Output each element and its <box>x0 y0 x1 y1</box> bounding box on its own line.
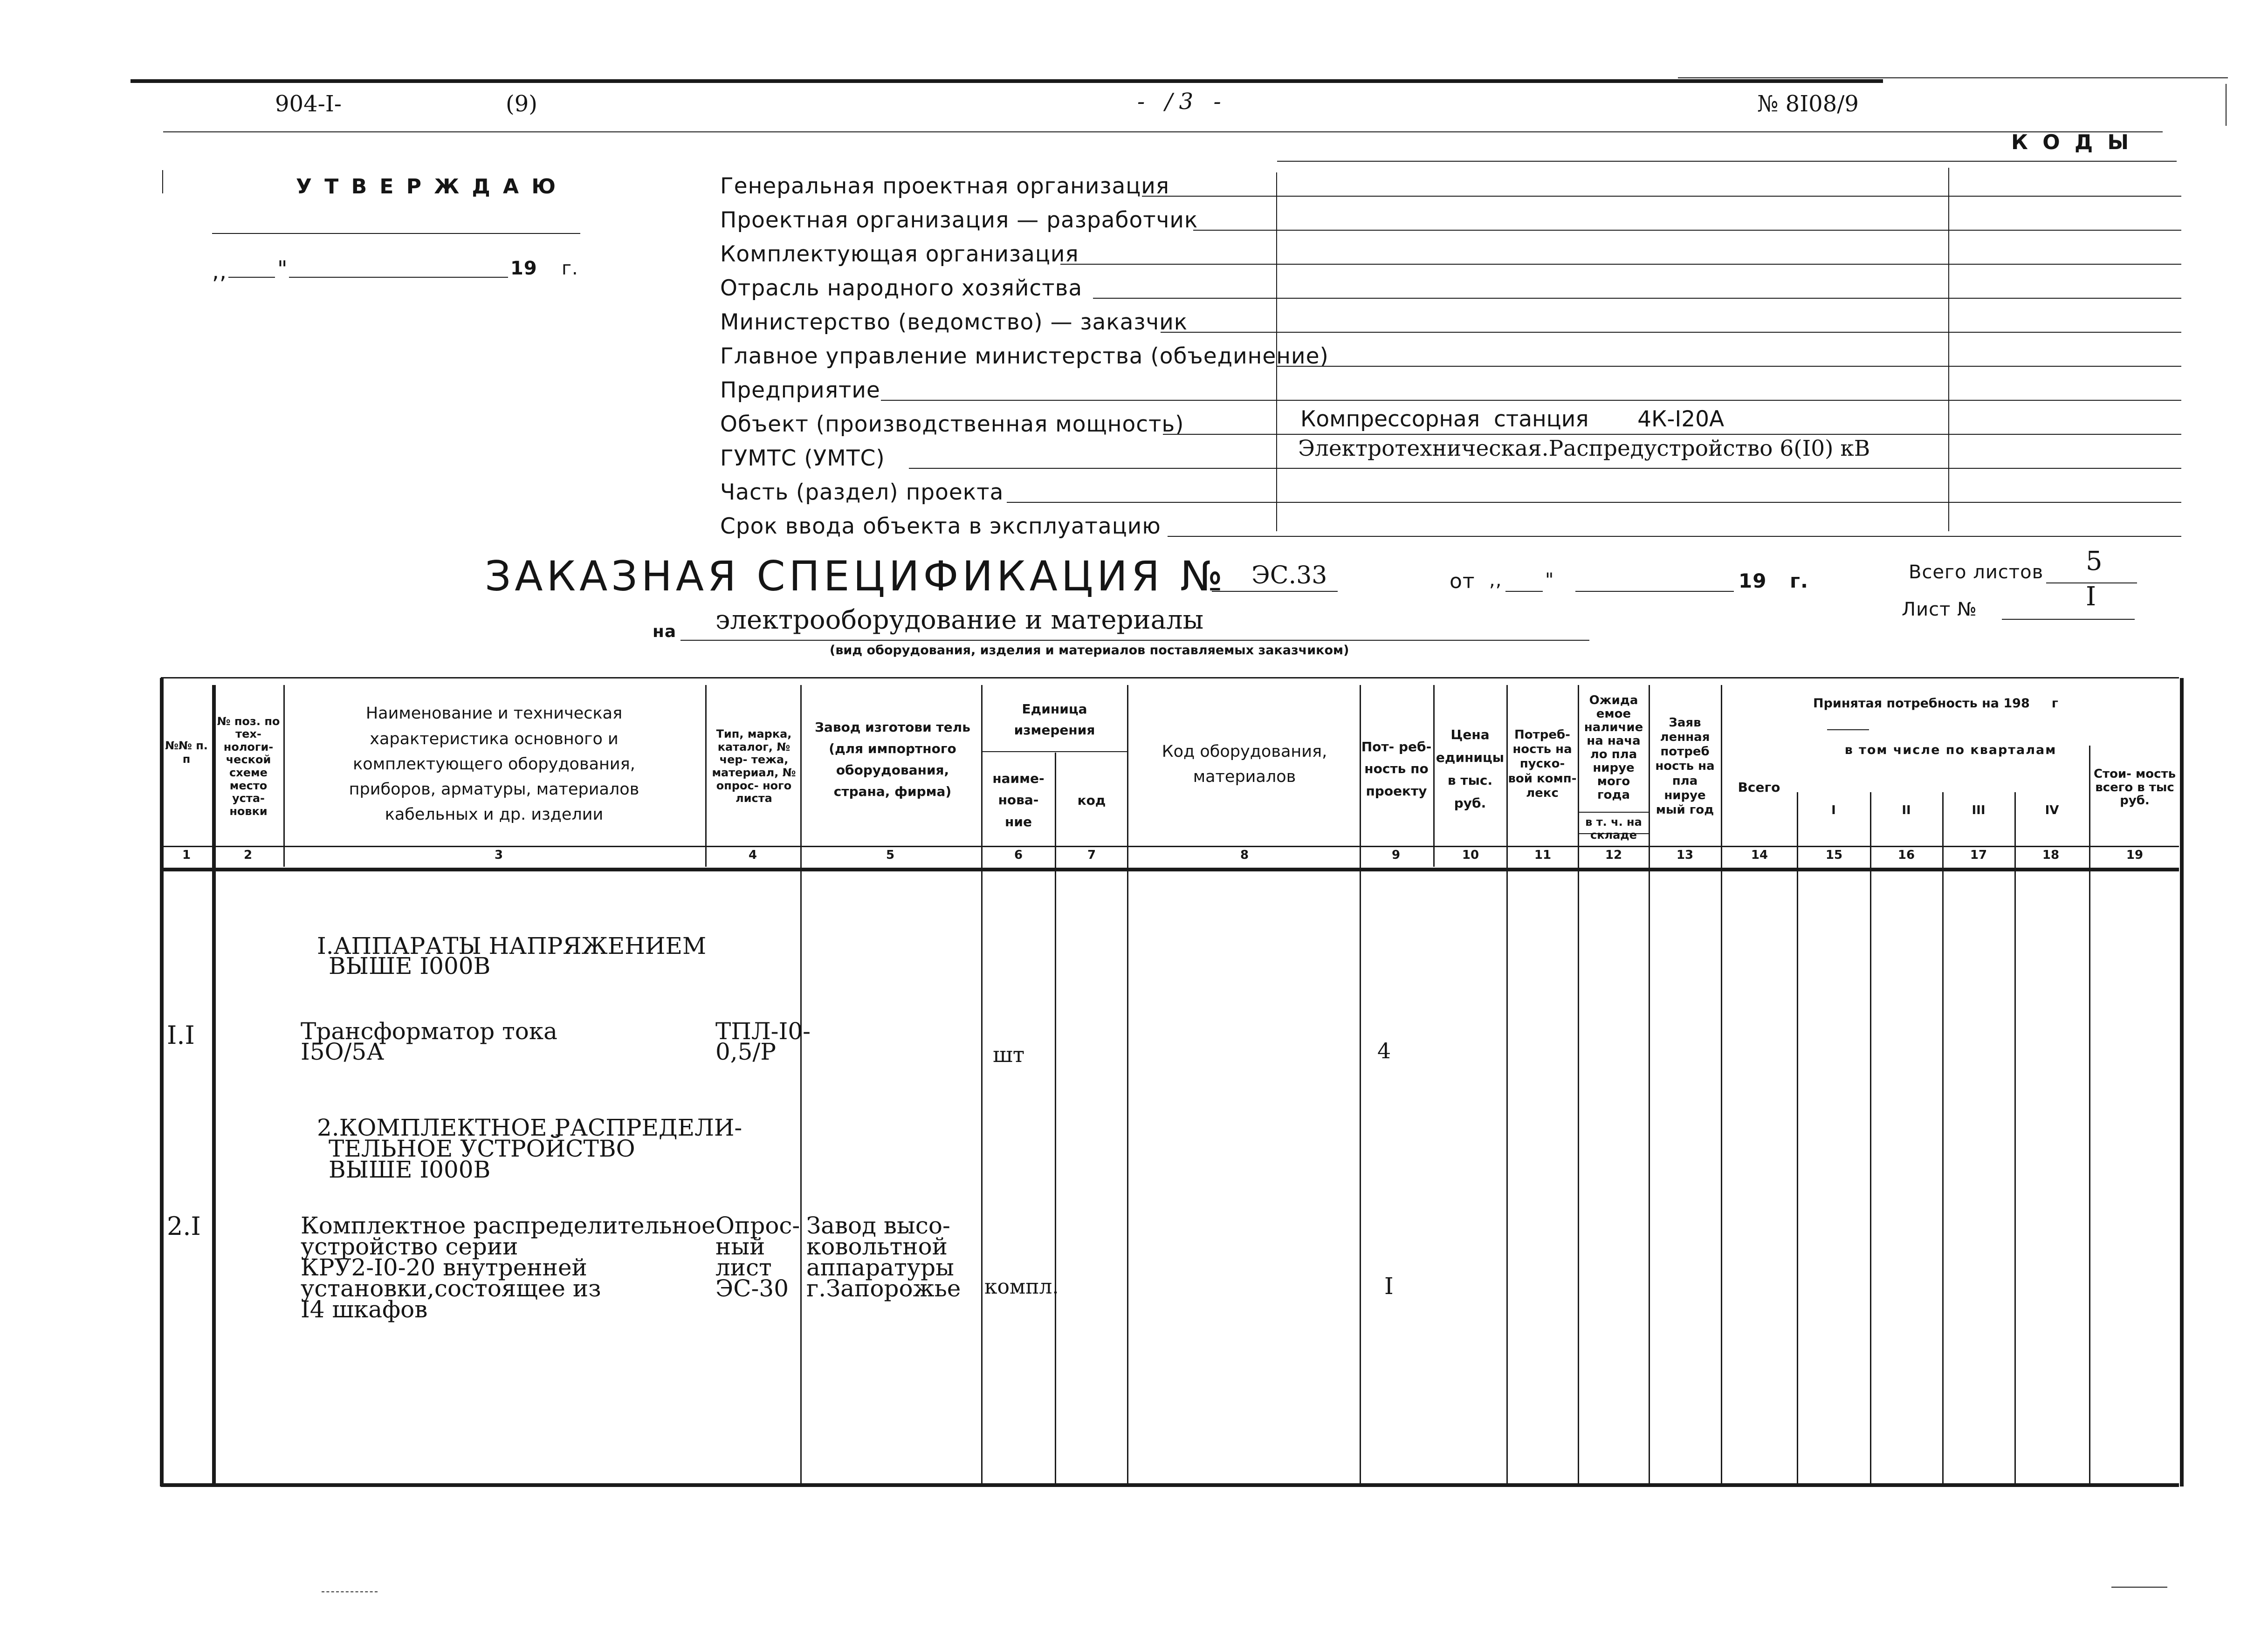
spec-subject-caption: (вид оборудования, изделия и материалов поставляемых заказчиком) <box>830 643 1349 658</box>
table-colnum-bottom <box>161 868 2179 871</box>
approve-date-open-quote: ,, <box>212 259 227 284</box>
item-type-line: 0,5/Р <box>715 1038 777 1065</box>
field-underline <box>1060 264 2181 265</box>
section-heading-line: ВЫШЕ I000В <box>329 1156 491 1183</box>
item-type-line: ЭС-30 <box>715 1275 789 1302</box>
org-field-label: Комплектующая организация <box>720 241 1079 267</box>
field-underline <box>1142 196 2181 197</box>
item-maker-line: ковольтной <box>806 1233 948 1260</box>
col-sep-15-16 <box>1870 792 1871 1484</box>
row-number: I.I <box>167 1021 195 1050</box>
project-part: (9) <box>506 91 537 117</box>
right-edge-mark <box>2226 84 2227 126</box>
header-col9: Пот- реб- ность по проекту <box>1361 739 1432 799</box>
spec-quote-close: " <box>1545 569 1554 591</box>
approve-year-suffix: г. <box>562 258 578 279</box>
total-sheets-value: 5 <box>2086 546 2103 576</box>
header-col4: Тип, марка, каталог, № чер- тежа, материал, № опрос- ного листа <box>712 727 796 805</box>
column-number: 7 <box>1087 848 1096 862</box>
sheet-number-label: Лист № <box>1902 599 1977 620</box>
org-field-label: ГУМТС (УМТС) <box>720 445 885 471</box>
approve-month-line <box>289 277 508 278</box>
field-underline <box>1093 298 2181 299</box>
header-col3: Наименование и техническая характеристика основного и комплектующего оборудования, приборов, арматуры, материалов кабельных и др. изделии <box>349 704 639 824</box>
item-type-line: ный <box>715 1233 765 1260</box>
header-col14: Всего <box>1738 780 1780 795</box>
org-field-value: Электротехническая.Распредустройство 6(I0) кВ <box>1298 436 1870 461</box>
column-number: 8 <box>1240 848 1249 862</box>
spec-number: ЭС.33 <box>1251 562 1327 589</box>
org-field-label: Генеральная проектная организация <box>720 173 1170 199</box>
table-left-border <box>160 678 164 1487</box>
field-underline <box>881 400 2181 401</box>
field-underline <box>1277 366 2181 367</box>
col-sep-14-15 <box>1797 792 1798 1484</box>
header-col16: II <box>1902 803 1911 818</box>
codes-title: К О Д Ы <box>2011 130 2133 154</box>
header-accepted-group: Принятая потребность на 198 г <box>1813 696 2058 711</box>
org-field-value: Компрессорная станция 4К-I20А <box>1300 406 1725 432</box>
col-sep-5-6 <box>981 685 983 1484</box>
column-number: 12 <box>1605 848 1622 862</box>
column-number: 14 <box>1751 848 1768 862</box>
spec-year: 19 <box>1739 569 1767 592</box>
left-border-mark <box>162 170 163 193</box>
table-header-bottom <box>161 846 2179 847</box>
column-number: 3 <box>494 848 503 862</box>
org-field-label: Проектная организация — разработчик <box>720 207 1198 233</box>
org-field-label: Главное управление министерства (объединение) <box>720 343 1329 369</box>
field-underline <box>1161 332 2181 333</box>
col-sep-4-5 <box>800 685 802 1484</box>
spec-subject-underline <box>680 640 1589 641</box>
spec-subject: электрооборудование и материалы <box>715 605 1204 635</box>
header-quarters-group: в том числе по кварталам <box>1844 742 2057 757</box>
item-quantity: I <box>1384 1273 1394 1300</box>
header-col18: IV <box>2045 803 2059 818</box>
total-sheets-label: Всего листов <box>1909 562 2044 583</box>
section-heading-line: I.АППАРАТЫ НАПРЯЖЕНИЕМ <box>317 932 707 959</box>
field-underline <box>1168 536 2181 537</box>
col-sep-13-14 <box>1721 685 1722 1484</box>
accepted-group-underline <box>1827 729 1869 730</box>
document-number: № 8I08/9 <box>1757 91 1859 117</box>
section-heading-line: 2.КОМПЛЕКТНОЕ РАСПРЕДЕЛИ- <box>317 1114 742 1141</box>
column-number: 16 <box>1897 848 1915 862</box>
item-maker-line: Завод высо- <box>806 1212 950 1239</box>
section-heading-line: ТЕЛЬНОЕ УСТРОЙСТВО <box>329 1135 635 1162</box>
col-sep-7-8 <box>1127 685 1128 1484</box>
col-sep-16-17 <box>1942 792 1944 1484</box>
spec-title: ЗАКАЗНАЯ СПЕЦИФИКАЦИЯ № <box>485 552 1227 600</box>
spec-year-suffix: г. <box>1790 569 1808 592</box>
codes-column-left <box>1948 168 1949 531</box>
approve-title: У Т В Е Р Ж Д А Ю <box>296 175 559 199</box>
column-number: 18 <box>2042 848 2060 862</box>
col-sep-6-7 <box>1055 753 1056 1484</box>
project-code: 904-I- <box>275 91 342 117</box>
header-col5: Завод изготови тель (для импортного оборудования, страна, фирма) <box>815 719 970 800</box>
field-underline <box>909 468 2181 469</box>
column-number: 17 <box>1970 848 1987 862</box>
header-col11: Потреб- ность на пуско- вой комп- лекс <box>1508 728 1577 800</box>
spec-month-line <box>1575 591 1734 592</box>
item-maker-line: г.Запорожье <box>806 1275 961 1302</box>
header-col17: III <box>1972 803 1986 818</box>
codes-title-underline <box>1277 161 2177 162</box>
column-number: 2 <box>243 848 253 862</box>
column-number: 10 <box>1462 848 1479 862</box>
org-field-label: Предприятие <box>720 377 880 403</box>
header-col12: Ожида емое наличие на нача ло пла нируе мого года <box>1584 693 1643 802</box>
header-col19: Стои- мость всего в тыс руб. <box>2093 767 2176 808</box>
org-field-label: Объект (производственная мощность) <box>720 411 1184 437</box>
column-number: 11 <box>1534 848 1552 862</box>
col-sep-2-3 <box>283 685 285 867</box>
item-name-line: I5О/5А <box>301 1038 385 1065</box>
field-underline <box>1007 502 2181 503</box>
item-name-line: I4 шкафов <box>301 1296 428 1323</box>
approve-day-line <box>228 277 275 278</box>
table-bottom-border <box>161 1483 2179 1487</box>
org-field-label: Министерство (ведомство) — заказчик <box>720 309 1188 335</box>
col-sep-3-4 <box>705 685 707 867</box>
item-name-line: КРУ2-I0-20 внутренней <box>301 1254 587 1281</box>
org-field-label: Отрасль народного хозяйства <box>720 275 1083 301</box>
item-type-line: лист <box>715 1254 772 1281</box>
top-border-line <box>131 79 1883 83</box>
header-col13: Заяв ленная потреб ность на пла нируе мый год <box>1655 715 1715 817</box>
approve-year-prefix: 19 <box>510 258 537 279</box>
sheet-number-underline <box>2002 619 2135 620</box>
header-col10: Цена единицы в тыс. руб. <box>1436 727 1505 811</box>
header-col8: Код оборудования, материалов <box>1161 742 1327 786</box>
column-number: 15 <box>1825 848 1843 862</box>
header-unit-group: Единица измерения <box>1014 701 1095 738</box>
item-name-line: Комплектное распределительное <box>301 1212 715 1239</box>
field-underline <box>1163 434 2181 435</box>
approver-signature-line <box>212 233 580 234</box>
header-col12-sub: в т. ч. на складе <box>1585 815 1642 842</box>
spec-na-label: на <box>653 622 677 641</box>
column-number: 5 <box>886 848 895 862</box>
column-number: 1 <box>182 848 191 862</box>
item-maker-line: аппаратуры <box>806 1254 954 1281</box>
item-name-line: установки,состоящее из <box>301 1275 601 1302</box>
column-number: 13 <box>1676 848 1694 862</box>
header-col1: №№ п. п <box>165 739 208 766</box>
header-col7: код <box>1077 792 1106 808</box>
item-unit: шт <box>993 1042 1025 1067</box>
unit-group-underline <box>981 751 1127 752</box>
bottom-margin-mark-right <box>2111 1587 2167 1588</box>
item-name-line: Трансформатор тока <box>301 1018 557 1045</box>
sheet-number-value: I <box>2086 582 2096 612</box>
item-quantity: 4 <box>1377 1038 1391 1063</box>
column-number: 4 <box>748 848 757 862</box>
spec-day-line <box>1505 591 1543 592</box>
column-number: 9 <box>1391 848 1401 862</box>
header-col15: I <box>1831 803 1836 818</box>
col-sep-18-19 <box>2089 746 2090 1484</box>
table-right-border <box>2180 678 2184 1487</box>
header-col2: № поз. по тех- нологи- ческой схеме место уста- новки <box>217 714 280 818</box>
header-col6: наиме- нова- ние <box>992 771 1045 829</box>
page-number: - /3 - <box>1137 89 1228 115</box>
spec-quote-open: ,, <box>1489 569 1502 591</box>
col-sep-17-18 <box>2014 792 2016 1484</box>
org-field-label: Часть (раздел) проекта <box>720 480 1004 505</box>
item-unit: компл. <box>984 1275 1059 1299</box>
row-number: 2.I <box>167 1212 201 1241</box>
item-type-line: ТПЛ-I0- <box>715 1018 811 1045</box>
item-type-line: Опрос- <box>715 1212 800 1239</box>
top-border-line-right <box>1678 77 2228 78</box>
approve-date-close-quote: " <box>277 256 288 282</box>
bottom-margin-mark <box>322 1591 378 1592</box>
column-number: 6 <box>1014 848 1023 862</box>
table-top-border <box>161 677 2179 678</box>
item-name-line: устройство серии <box>301 1233 518 1260</box>
spec-number-underline <box>1212 591 1338 592</box>
section-heading-line: ВЫШЕ I000В <box>329 952 491 980</box>
org-field-label: Срок ввода объекта в эксплуатацию <box>720 514 1161 539</box>
column-number: 19 <box>2126 848 2144 862</box>
field-underline <box>1193 230 2181 231</box>
header-rule <box>163 131 2163 132</box>
spec-from-label: от <box>1450 569 1475 593</box>
